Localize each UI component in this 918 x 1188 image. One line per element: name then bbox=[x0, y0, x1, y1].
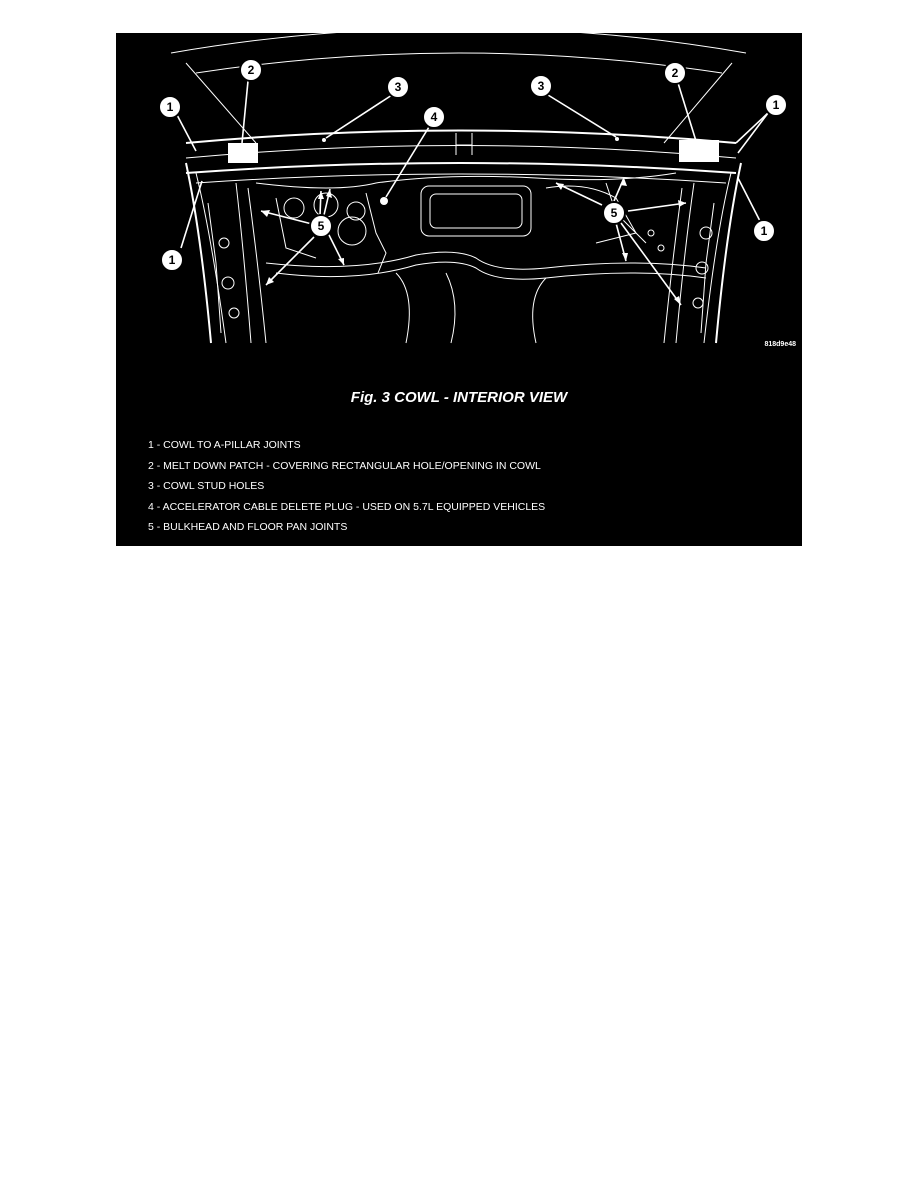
svg-text:5: 5 bbox=[317, 219, 325, 233]
callout-2-left bbox=[240, 59, 262, 81]
callout-5-left bbox=[310, 215, 332, 237]
delete-plug bbox=[380, 197, 388, 205]
svg-text:5: 5 bbox=[610, 206, 618, 220]
callout-3-right bbox=[530, 75, 552, 97]
legend-item-1: 1 - COWL TO A-PILLAR JOINTS bbox=[148, 439, 301, 451]
svg-text:1: 1 bbox=[760, 224, 768, 238]
svg-text:1: 1 bbox=[772, 98, 780, 112]
svg-text:1: 1 bbox=[168, 253, 176, 267]
melt-down-patch-left bbox=[228, 143, 258, 163]
callout-4 bbox=[423, 106, 445, 128]
callout-1-lower-right bbox=[753, 220, 775, 242]
svg-text:1: 1 bbox=[166, 100, 174, 114]
cowl-line-drawing bbox=[116, 33, 802, 393]
drawing-code: 818d9e48 bbox=[764, 341, 796, 348]
svg-text:2: 2 bbox=[247, 63, 255, 77]
callout-5-right bbox=[603, 202, 625, 224]
legend-item-5: 5 - BULKHEAD AND FLOOR PAN JOINTS bbox=[148, 521, 348, 533]
figure-caption: Fig. 3 COWL - INTERIOR VIEW bbox=[350, 389, 568, 406]
legend-item-4: 4 - ACCELERATOR CABLE DELETE PLUG - USED ON 5.7L EQUIPPED VEHICLES bbox=[148, 500, 546, 513]
figure-panel bbox=[116, 33, 802, 546]
svg-text:2: 2 bbox=[671, 66, 679, 80]
leader-lines bbox=[176, 81, 768, 305]
legend-item-3: 3 - COWL STUD HOLES bbox=[148, 480, 265, 492]
legend-item-2: 2 - MELT DOWN PATCH - COVERING RECTANGULAR HOLE/OPENING IN COWL bbox=[148, 459, 541, 472]
callout-1-upper-right bbox=[765, 94, 787, 116]
arrowheads bbox=[261, 178, 686, 305]
callout-2-right bbox=[664, 62, 686, 84]
svg-text:3: 3 bbox=[394, 80, 402, 94]
legend-list bbox=[148, 435, 545, 538]
svg-text:4: 4 bbox=[430, 110, 438, 124]
callout-1-upper-left bbox=[159, 96, 181, 118]
svg-text:3: 3 bbox=[537, 79, 545, 93]
callout-3-left bbox=[387, 76, 409, 98]
melt-down-patch-right bbox=[679, 140, 719, 162]
callout-1-lower-left bbox=[161, 249, 183, 271]
stud-hole-left bbox=[322, 138, 326, 142]
